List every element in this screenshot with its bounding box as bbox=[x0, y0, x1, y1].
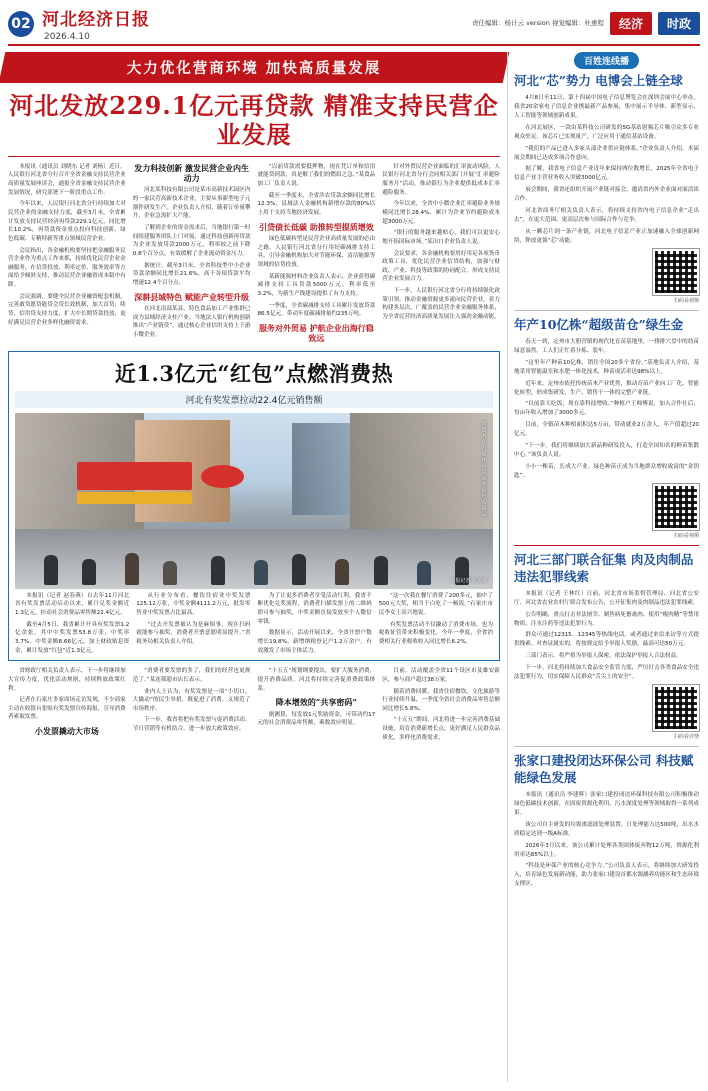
paragraph: 三部门表示，将严格为举报人保密，依法保护举报人合法权益。 bbox=[525, 653, 682, 660]
paragraph: 近年来，定州市依托传统苗木产业优势，推动育苗产业向工厂化、智能化转型，形成集研发、生产、销售于一体的完整产业链。 bbox=[514, 380, 699, 396]
masthead-left bbox=[42, 5, 150, 42]
subheading: 小发票撬动大市场 bbox=[34, 726, 99, 737]
feature-article bbox=[8, 351, 500, 662]
paragraph: 记者在石家庄多家商场走访发现，不少商家主动在收银台张贴有奖发票宣传海报，引导消费者索取发票。 bbox=[8, 697, 126, 721]
paragraph: 本报讯（记者 王林红）日前，河北省市场监督管理局、河北省公安厅、河北省农业农村厅联合发布公告，公开征集肉及肉制品违法犯罪线索。 bbox=[514, 590, 699, 606]
paragraph: 为了让更多消费者享受活动红利，我省不断优化兑奖流程，消费者扫描发票上的二维码即可参与抽奖，中奖金额直接发放至个人微信零钱。 bbox=[257, 592, 372, 625]
subheading: 服务对外贸易 护航企业出海行稳致远 bbox=[258, 322, 374, 344]
page-body bbox=[8, 52, 700, 1082]
qr-code-icon[interactable] bbox=[653, 249, 699, 295]
paragraph: 下一步，河北将持续加大食品安全监管力度，严厉打击各类食品安全违法犯罪行为，切实保障人民群众“舌尖上的安全”。 bbox=[514, 665, 699, 681]
qr-code-icon[interactable] bbox=[653, 484, 699, 530]
divider bbox=[514, 310, 699, 311]
side-story-2-body bbox=[514, 338, 699, 481]
paragraph: “十五五”期间，河北将进一步完善消费基础设施，培育消费新增长点，更好满足人民群众品质化、多样化消费需求。 bbox=[382, 717, 500, 741]
paragraph: 数据显示，活动开展以来，全省开票户数增长19.8%，新增纳税登记户1.2万余户，有效激发了市场主体活力。 bbox=[257, 630, 372, 654]
paragraph: 会议要求，各金融机构要用好用足各项货币政策工具，优化民营企业信贷结构，加强与财政、产业、科技等政策的协同配合，形成支持民营企业发展合力。 bbox=[382, 250, 500, 283]
paragraph: 会议强调，要健全民营企业融资配套机制，完善敢贷愿贷能贷会贷长效机制，加大首贷、续贷、信用贷支持力度，扩大中长期贷款投放，更好满足民营企业多样化融资需求。 bbox=[8, 293, 126, 326]
side-column bbox=[507, 52, 699, 1082]
masthead bbox=[8, 6, 700, 46]
divider bbox=[514, 746, 699, 747]
divider-rule bbox=[8, 156, 500, 157]
paragraph: 该公司自主研发的垃圾渗滤液处理装置，日处理能力达500吨，出水水质稳定达到一级A标准。 bbox=[514, 821, 699, 837]
photo-red-banner bbox=[77, 462, 192, 490]
paragraph: 2026年3月以来，该公司累计处理各类固体废弃物12万吨，资源化利用率达85%以上。 bbox=[514, 842, 699, 858]
feature-body-bottom bbox=[8, 667, 500, 742]
paragraph: 下一步，人民银行河北省分行将持续强化政策引领，推动金融资源更多流向民营企业，着力构建多层次、广覆盖的民营企业金融服务体系，为全省民营经济高质量发展注入强劲金融动能。 bbox=[382, 288, 500, 321]
editor-credits: 责任编辑：杨计云 version 视觉编辑：杜惠程 bbox=[472, 18, 604, 27]
paragraph: “以前靠天吃饭，现在靠科技增收。”种植户王师傅说，加入合作社后，每亩年收入增加了3000多元。 bbox=[514, 401, 699, 417]
feature-photo bbox=[15, 413, 493, 589]
category-tag-politics: 时政 bbox=[658, 12, 700, 35]
paragraph: 目前，活动覆盖全省11个设区市及雄安新区，参与商户超过38万家。 bbox=[382, 668, 500, 683]
paragraph: “以前贷款需要抵押物，现在凭订单和信用就能贷到款，真是解了我们的燃眉之急。”某食品加工厂负责人说。 bbox=[257, 163, 376, 187]
campaign-banner: 大力优化营商环境 加快高质量发展 bbox=[8, 52, 500, 83]
subheading: 引贷债长低碳 助推转型提质增效 bbox=[258, 221, 374, 232]
paragraph: 从行业分布看，餐饮住宿业中奖发票125.12万张，中奖金额4111.2万元，批发零售业中奖发票占比最高。 bbox=[136, 592, 251, 616]
paragraph: 本报讯（记者 赵春燕）自去年11月河北省有奖发票活动启动以来，累计兑奖金额近1.3亿元，拉动社会消费品零售额22.4亿元。 bbox=[15, 592, 130, 616]
paragraph: 会议指出，各金融机构要坚持把金融服务民营企业作为重点工作来抓，持续优化民营企业金融服务，在信贷投放、利率定价、服务效率等方面给予倾斜支持，推动民营企业融资成本稳中有降。 bbox=[8, 247, 126, 289]
category-tag-economy: 经济 bbox=[610, 12, 652, 35]
paragraph: 截至一季度末，全省涉农贷款余额同比增长12.3%，县域法人金融机构新增存款的80%以上用于支持当地经济发展。 bbox=[257, 192, 376, 216]
paragraph: 了解到企业的资金需求后，当地银行第一时间组建服务团队上门对接，通过科技创新再贷款为企业发放贷款2000万元，利率较之前下降0.8个百分点，有效缓解了企业流动资金压力。 bbox=[132, 225, 251, 257]
paragraph: 小小一株苗，长成大产业。绿色种苗正成为当地群众增收致富的“金钥匙”。 bbox=[514, 464, 699, 479]
qr-block-3 bbox=[514, 685, 699, 740]
paragraph: “银行的服务越来越贴心，我们可以更安心地开拓国际市场。”某出口企业负责人说。 bbox=[382, 230, 500, 245]
paragraph: “消费者要发票的多了，我们的经营也更规范了。”某连锁超市店长表示。 bbox=[132, 668, 251, 683]
paragraph: 河北省商务厅相关负责人表示，将持续支持省内电子信息企业“走出去”，在更大范围、更高层次参与国际合作与竞争。 bbox=[514, 208, 699, 224]
paragraph: 4月8日至11日，第十四届中国电子信息博览会在深圳会展中心举办。我省20余家电子信息企业携最新产品参展，集中展示半导体、新型显示、人工智能等领域创新成果。 bbox=[514, 94, 699, 119]
subheading: 发力科技创新 激发民营企业内生动力 bbox=[134, 162, 250, 183]
lead-article-body bbox=[8, 163, 500, 344]
photo-caption: 消费者在石家庄市某商业街选购商品。 bbox=[480, 420, 486, 523]
side-story-2-title: 年产10亿株“超级苗仓”绿生金 bbox=[514, 316, 684, 332]
masthead-title-row bbox=[42, 5, 150, 30]
paragraph: 本报讯（通讯员 刘晓东 记者 刘杨）近日，人民银行河北省分行召开全省金融支持民营企业高质量发展座谈会，通报全省金融支持民营企业发展情况，研究部署下一阶段重点工作。 bbox=[8, 163, 126, 196]
column-badge: 百姓连线播 bbox=[574, 52, 639, 69]
paragraph: 展会期间，我省还组织开展产业链对接会，邀请省内外企业面对面洽谈合作。 bbox=[514, 187, 699, 203]
paragraph: 据测算，每发放1元奖励资金，可带动约17元的社会消费品零售额，乘数效应明显。 bbox=[257, 711, 376, 727]
photo-pedestrians bbox=[15, 532, 493, 585]
paragraph: 某新能源材料企业负责人表示，企业获得碳减排支持工具贷款5000万元，利率低至3.2%，为新生产线建设提供了有力支持。 bbox=[257, 273, 376, 297]
divider-red bbox=[514, 545, 699, 546]
paragraph: 据统计，截至3月末，全省科技型中小企业贷款余额同比增长21.6%，高于各项贷款平均增速12.4个百分点。 bbox=[132, 262, 251, 286]
main-column bbox=[8, 52, 500, 1082]
feature-subheadline: 河北有奖发票拉动22.4亿元销售额 bbox=[15, 391, 493, 408]
paragraph: 今年以来，全省中小微企业汇率避险业务规模同比增长28.4%，累计为企业节约避险成本超3000万元。 bbox=[382, 201, 500, 225]
subheading: 降本增效的“共享密码” bbox=[275, 697, 357, 708]
paragraph: 省财政厅相关负责人表示，下一步将继续加大宣传力度，优化活动规则，持续释放政策红利。 bbox=[8, 668, 126, 692]
paragraph: “这里年产种苗10亿株，销往全国20多个省份。”基地负责人介绍，基地采用智能温室和水肥一体化技术，种苗成活率达98%以上。 bbox=[514, 359, 699, 375]
photo-balloon bbox=[201, 465, 244, 488]
side-story-4-title: 张家口建投闭达环保公司 科技赋能绿色发展 bbox=[514, 753, 694, 785]
side-story-4-body bbox=[514, 791, 699, 889]
qr-block-1 bbox=[514, 249, 699, 304]
paragraph: “科技是环保产业的核心竞争力。”公司负责人表示，将继续加大研发投入，培育绿色发展新动能，助力张家口建设首都水源涵养功能区和生态环境支撑区。 bbox=[514, 863, 699, 888]
subheading: 深耕县域特色 赋能产业转型升级 bbox=[134, 291, 250, 302]
paragraph: 本报讯（通讯员 李建辉）张家口建投闭达环保科技有限公司积极推动绿色低碳技术创新，在固废资源化利用、污水深度处理等领域取得一系列成果。 bbox=[514, 791, 699, 816]
paragraph: 业内人士认为，有奖发票是一项“小切口、大撬动”的民生举措，既促进了消费，又规范了市场秩序。 bbox=[132, 688, 251, 712]
side-story-3-title: 河北三部门联合征集 肉及肉制品违法犯罪线索 bbox=[514, 551, 694, 584]
qr-code-icon[interactable] bbox=[653, 685, 699, 731]
paragraph: “过去开发票被认为是麻烦事，现在扫码就能参与抽奖，消费者开票意愿明显提升。”省税务局相关负责人介绍。 bbox=[136, 621, 251, 645]
photo-yellow-banner bbox=[77, 492, 192, 504]
qr-caption: 扫码看视频 bbox=[673, 297, 699, 304]
paragraph: 随着消费回暖，我省住宿餐饮、文化旅游等行业持续升温，一季度全省社会消费品零售总额同比增长5.8%。 bbox=[382, 688, 500, 712]
paragraph: 春天一到，定州市大册营镇的现代化育苗基地里，一排排穴盘中的幼苗绿意盎然，工人们正忙着分拣、装车。 bbox=[514, 338, 699, 354]
qr-caption: 扫码看视频 bbox=[673, 532, 699, 539]
paragraph: 绿色低碳转型是民营企业高质量发展的必由之路。人民银行河北省分行用好碳减排支持工具，引导金融机构加大对节能环保、清洁能源等领域的信贷投放。 bbox=[257, 235, 376, 268]
publication-date: 2026.4.10 bbox=[44, 32, 90, 42]
masthead-right bbox=[472, 12, 700, 35]
paragraph: 从一颗芯片到一条产业链，河北电子信息产业正加速融入全球创新网络，释放更强“芯”动能。 bbox=[514, 229, 699, 244]
column-badge-row bbox=[514, 52, 699, 69]
paragraph: 据了解，我省电子信息产业近年来保持两位数增长，2025年全省电子信息产业主营业务收入突破3000亿元。 bbox=[514, 166, 699, 182]
lead-headline: 河北发放229.1亿元再贷款 精准支持民营企业发展 bbox=[9, 91, 499, 149]
paragraph: 有奖发票活动不仅撬动了消费市场，也为税收征管带来积极变化。今年一季度，全省消费相关行业税收收入同比增长6.2%。 bbox=[378, 621, 493, 645]
side-story-1-title: 河北“芯”势力 电博会上链全球 bbox=[514, 73, 683, 88]
page-number: 02 bbox=[8, 11, 34, 37]
paragraph: “我们的产品已进入多家头部企业供应链体系。”企业负责人介绍，本届展会期间已达成多项合作意向。 bbox=[514, 145, 699, 161]
photo-credit: 本报记者 张昊摄 bbox=[450, 577, 487, 584]
side-story-3-body bbox=[514, 590, 699, 682]
paragraph: 公告明确，重点打击非法屠宰、制售病死畜禽肉、使用“瘦肉精”等禁用物质、注水注药等违法犯罪行为。 bbox=[514, 611, 699, 627]
paragraph: “下一步，我们将继续加大新品种研发投入，打造全国知名的种苗集散中心。”该负责人说。 bbox=[514, 443, 699, 459]
paragraph: 一季度，全省碳减排支持工具累计发放贷款86.5亿元，带动年度碳减排量约235万吨。 bbox=[257, 302, 376, 318]
paragraph: 目前，全镇苗木种植面积达5万亩，带动就业2万余人，年产值超过20亿元。 bbox=[514, 422, 699, 438]
qr-block-2 bbox=[514, 484, 699, 539]
paragraph: 截至4月5日，我省累计开具有奖发票1.2亿余张，其中中奖发票53.8万张，中奖率3.7%。中奖金额8.66亿元，加上财政贴息资金，累计发放“红包”近1.3亿元。 bbox=[15, 621, 130, 654]
paragraph: “这一次我在餐厅消费了200多元，抽中了500元大奖，相当于白吃了一顿饭。”石家庄市民李女士高兴地说。 bbox=[378, 592, 494, 616]
qr-caption: 扫码看详情 bbox=[673, 734, 699, 741]
paragraph: 在河北展区，一款由某科技公司研发的5G基站射频芯片吸引众多专业观众驻足。该芯片已实现量产，广泛应用于通信基站设备。 bbox=[514, 124, 699, 140]
paragraph: 在河北南部某县，特色食品加工产业集群已成为县域经济支柱产业。当地法人银行机构创新推出“产业链贷”，通过核心企业信用支持上下游小微企业。 bbox=[132, 305, 251, 338]
paragraph: 针对外贸民营企业面临的汇率波动风险，人民银行河北省分行会同相关部门开展“汇率避险服务月”活动，推动银行为企业提供低成本汇率避险服务。 bbox=[382, 163, 500, 196]
paper-name: 河北经济日报 bbox=[42, 10, 150, 30]
paragraph: 下一步，我省将把有奖发票与促消费活动、节日营销等有机结合，进一步放大政策效应。 bbox=[132, 717, 251, 733]
side-story-1-body bbox=[514, 94, 699, 246]
paragraph: 今年以来，人民银行河北省分行持续加大对民营企业的金融支持力度，截至3月末，全省累计发放支持民营经济再贷款229.1亿元，同比增长10.2%，再贷款资金重点投向科技创新、绿色低碳、专精特新等重点领域民营企业。 bbox=[8, 201, 126, 242]
paragraph: “十五五”规划纲要提出，要扩大服务消费，提升消费品质。河北将持续完善促消费政策体系。 bbox=[257, 668, 376, 692]
feature-headline: 近1.3亿元“红包”点燃消费热 bbox=[114, 360, 394, 386]
paragraph: 河北某科技有限公司是某市高新技术园区内的一家民营高新技术企业，主要从事新型电子元器件研发生产。企业负责人介绍，随着订单量攀升，企业急需扩大产能。 bbox=[132, 187, 251, 220]
feature-body-top bbox=[15, 592, 493, 656]
paragraph: 群众可通过12315、12345等热线电话，或者通过来信来访等方式提供线索。对查证属实的，将按规定给予举报人奖励，最高可达50万元。 bbox=[514, 632, 699, 648]
